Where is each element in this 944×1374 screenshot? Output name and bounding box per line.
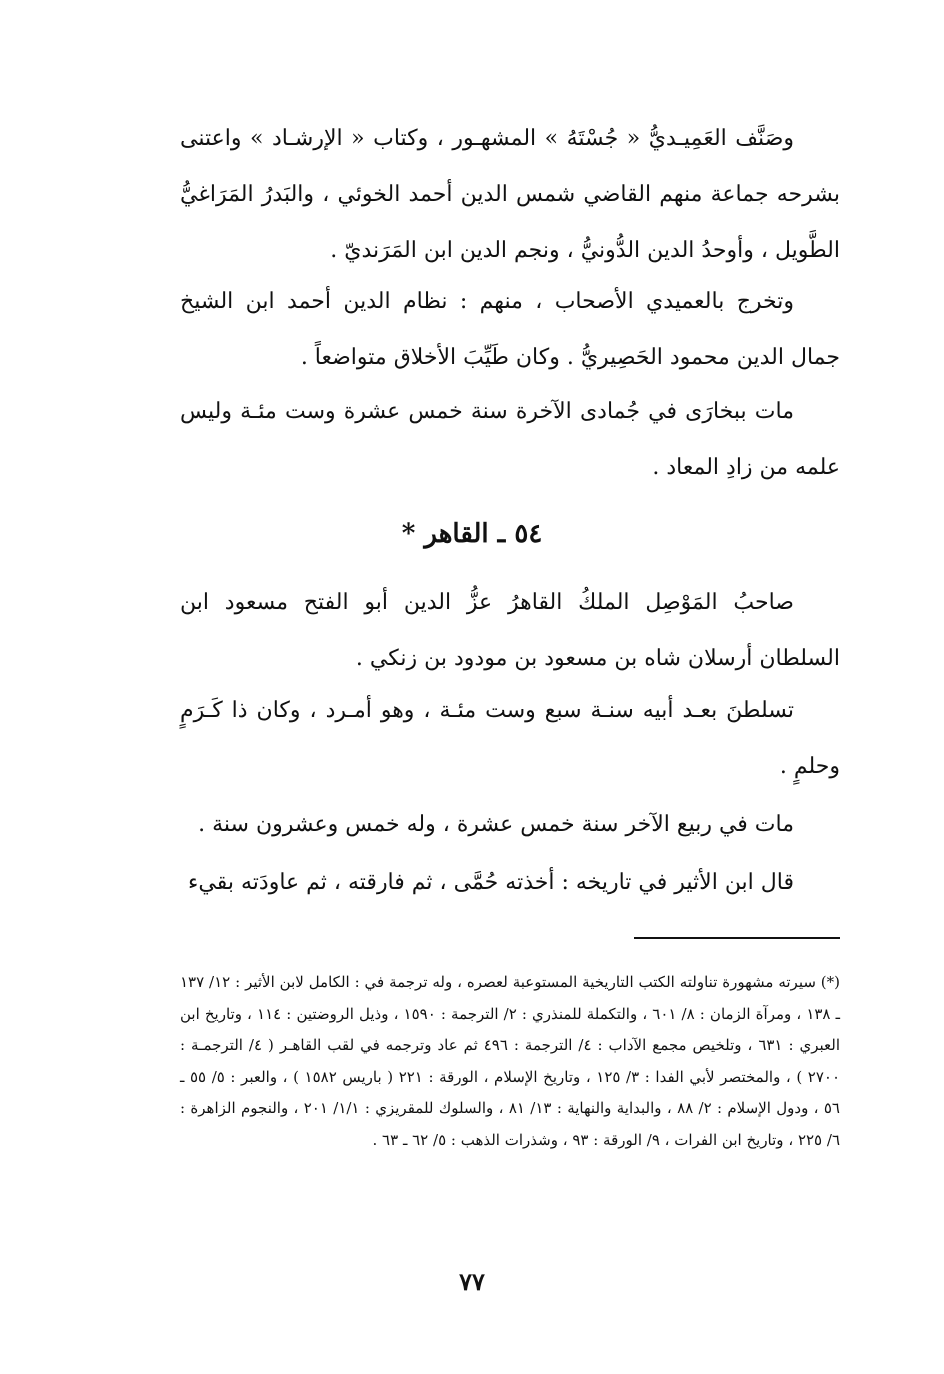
footnote-sources: (*) سيرته مشهورة تناولته الكتب التاريخية المستوعبة لعصره ، وله ترجمة في : الكامل لابن الأثير : ١٢/ ١٣٧ ـ ١٣٨ ، ومرآة الزمان : ٨/ ٦٠١ ، والتكملة للمنذري : ٢/ الترجمة : ١٥٩٠ ، وذيل الروضتين : ١١٤ ، وتاريخ ابن العبري : ٦٣١ ، وتلخيص مجمع الآداب : ٤/ الترجمة : ٤٩٦ ثم عاد وترجمه في لقب القاهـر ( ٤/ الترجمـة : ٢٧٠٠ ) ، والمختصر لأبي الفدا : ٣/ ١٢٥ ، وتاريخ الإسلام ، الورقة : ٢٢١ ( باريس ١٥٨٢ ) ، والعبر : ٥/ ٥٥ ـ ٥٦ ، ودول الإسلام : ٢/ ٨٨ ، والبداية والنهاية : ١٣/ ٨١ ، والسلوك للمقريزي : ١/١/ ٢٠١ ، والنجوم الزاهرة : ٦/ ٢٢٥ ، وتاريخ ابن الفرات ، ٩/ الورقة : ٩٣ ، وشذرات الذهب : ٥/ ٦٢ ـ ٦٣ . xyxy=(180,973,841,1149)
paragraph-amidi-death: مات ببخارَى في جُمادى الآخرة سنة خمس عشرة وست مئـة وليس علمه من زادِ المعاد . xyxy=(180,399,840,480)
paragraph-amidi-students: وتخرج بالعميدي الأصحاب ، منهم : نظام الدين أحمد ابن الشيخ جمال الدين محمود الحَصِيريُّ . وكان طَيِّبَ الأخلاق متواضعاً . xyxy=(180,289,840,370)
paragraph-ibn-athir-quote: قال ابن الأثير في تاريخه : أخذته حُمَّى ، ثم فارقته ، ثم عاودَته بقيء xyxy=(188,870,794,895)
paragraph-qahir-identity: صاحبُ المَوْصِل الملكُ القاهرُ عزُّ الدين أبو الفتح مسعود ابن السلطان أرسلان شاه بن مسعود بن مودود بن زنكي . xyxy=(180,590,840,671)
page-number: ٧٧ xyxy=(459,1267,485,1296)
paragraph-amidi-works: وصَنَّف العَمِيـديُّ « جُسْتَهُ » المشهـور ، وكتاب « الإرشـاد » واعتنى بشرحه جماعة منهم القاضي شمس الدين أحمد الخوئي ، والبَدرُ المَرَاغيُّ الطَّويل ، وأوحدُ الدين الدُّونيُّ ، ونجم الدين ابن المَرَنديّ . xyxy=(180,126,840,263)
paragraph-qahir-reign: تسلطنَ بعـد أبيه سنـة سبع وست مئـة ، وهو أمـرد ، وكان ذا كَـرَمٍ وحلمٍ . xyxy=(180,698,840,779)
paragraph-qahir-death: مات في ربيع الآخر سنة خمس عشرة ، وله خمس وعشرون سنة . xyxy=(198,812,794,837)
footnote-divider xyxy=(634,937,840,939)
entry-heading: ٥٤ ـ القاهر * xyxy=(401,519,543,549)
